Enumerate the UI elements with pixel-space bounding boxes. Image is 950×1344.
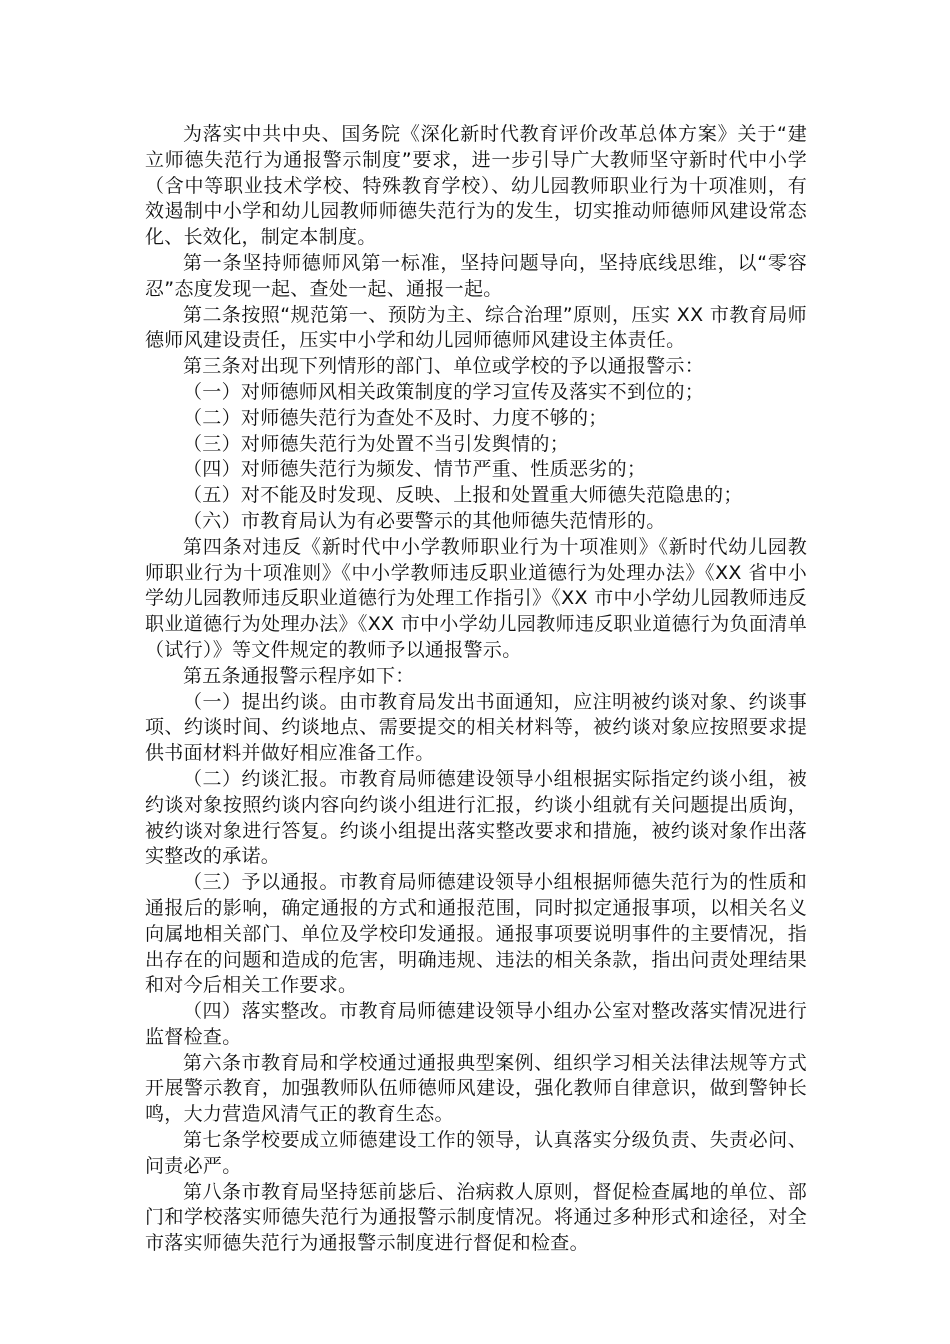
article-6: 第六条市教育局和学校通过通报典型案例、组织学习相关法律法规等方式开展警示教育，加强教师队伍师德师风建设，强化教师自律意识，做到警钟长鸣，大力营造风清气正的教育生态。 <box>145 1051 807 1126</box>
article-3-item-1: （一）对师德师风相关政策制度的学习宣传及落实不到位的； <box>183 380 705 403</box>
preamble-paragraph: 为落实中共中央、国务院《深化新时代教育评价改革总体方案》关于“建立师德失范行为通报警示制度”要求，进一步引导广大教师坚守新时代中小学（含中等职业技术学校、特殊教育学校）、幼儿园教师职业行为十项准则，有效遏制中小学和幼儿园教师师德失范行为的发生，切实推动师德师风建设常态化、长效化，制定本制度。 <box>145 123 807 249</box>
article-3-item-5: （五）对不能及时发现、反映、上报和处置重大师德失范隐患的； <box>183 484 743 507</box>
article-3-item-2: （二）对师德失范行为查处不及时、力度不够的； <box>183 406 608 429</box>
article-5: 第五条通报警示程序如下： <box>183 664 415 687</box>
article-5-step-4: （四）落实整改。市教育局师德建设领导小组办公室对整改落实情况进行监督检查。 <box>145 1000 807 1048</box>
article-3-item-4: （四）对师德失范行为频发、情节严重、性质恶劣的； <box>183 458 647 481</box>
article-5-step-2: （二）约谈汇报。市教育局师德建设领导小组根据实际指定约谈小组，被约谈对象按照约谈内容向约谈小组进行汇报，约谈小组就有关问题提出质询，被约谈对象进行答复。约谈小组提出落实整改要求和措施，被约谈对象作出落实整改的承诺。 <box>145 767 807 868</box>
article-7: 第七条学校要成立师德建设工作的领导，认真落实分级负责、失责必问、问责必严。 <box>145 1129 807 1177</box>
article-3-item-3: （三）对师德失范行为处置不当引发舆情的； <box>183 432 570 455</box>
article-1: 第一条坚持师德师风第一标准，坚持问题导向，坚持底线思维，以“零容忍”态度发现一起、查处一起、通报一起。 <box>145 251 807 300</box>
article-3: 第三条对出现下列情形的部门、单位或学校的予以通报警示： <box>183 355 705 378</box>
article-5-step-3: （三）予以通报。市教育局师德建设领导小组根据师德失范行为的性质和通报后的影响，确定通报的方式和通报范围，同时拟定通报事项，以相关名义向属地相关部门、单位及学校印发通报。通报事项要说明事件的主要情况，指出存在的问题和造成的危害，明确违规、违法的相关条款，指出问责处理结果和对今后相关工作要求。 <box>145 871 807 997</box>
article-4: 第四条对违反《新时代中小学教师职业行为十项准则》《新时代幼儿园教师职业行为十项准则》《中小学教师违反职业道德行为处理办法》《XX 省中小学幼儿园教师违反职业道德行为处理工作指引》《XX 市中小学幼儿园教师违反职业道德行为处理办法》《XX 市中小学幼儿园教师违反职业道德行为负面清单（试行）》等文件规定的教师予以通报警示。 <box>145 535 807 661</box>
article-2: 第二条按照“规范第一、预防为主、综合治理”原则，压实 XX 市教育局师德师风建设责任，压实中小学和幼儿园师德师风建设主体责任。 <box>145 303 807 352</box>
article-3-item-6: （六）市教育局认为有必要警示的其他师德失范情形的。 <box>183 509 666 532</box>
document-body <box>145 122 807 1257</box>
article-5-step-1: （一）提出约谈。由市教育局发出书面通知，应注明被约谈对象、约谈事项、约谈时间、约谈地点、需要提交的相关材料等，被约谈对象应按照要求提供书面材料并做好相应准备工作。 <box>145 690 807 765</box>
article-8: 第八条市教育局坚持惩前毖后、治病救人原则，督促检查属地的单位、部门和学校落实师德失范行为通报警示制度情况。将通过多种形式和途径，对全市落实师德失范行为通报警示制度进行督促和检查。 <box>145 1180 807 1255</box>
